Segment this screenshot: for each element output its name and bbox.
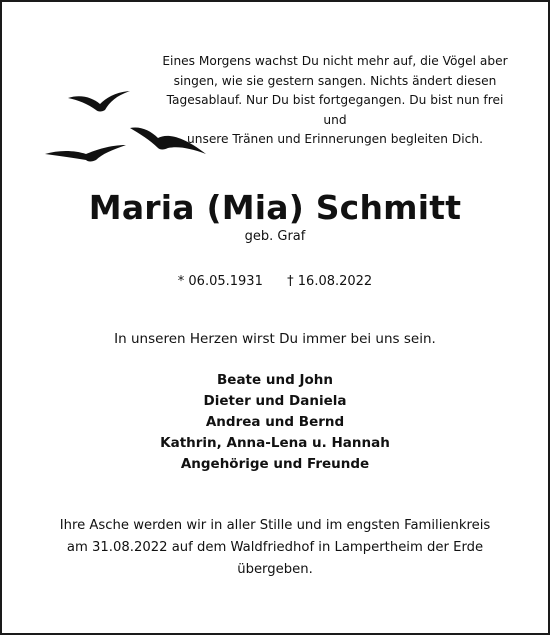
motto: In unseren Herzen wirst Du immer bei uns sein. bbox=[114, 331, 436, 347]
mourner-line: Beate und John bbox=[217, 372, 333, 388]
mourners-list bbox=[0, 370, 550, 475]
mourner-line: Dieter und Daniela bbox=[203, 393, 347, 409]
birth-name: geb. Graf bbox=[244, 229, 306, 244]
mourner-line: Kathrin, Anna-Lena u. Hannah bbox=[160, 435, 390, 451]
poem-line: Eines Morgens wachst Du nicht mehr auf, die Vögel aber bbox=[162, 54, 508, 68]
flying-birds-icon bbox=[40, 88, 215, 168]
closing-line: am 31.08.2022 auf dem Waldfriedhof in Lampertheim der Erde bbox=[66, 540, 484, 555]
birth-date: * 06.05.1931 bbox=[177, 274, 263, 289]
closing-line: Ihre Asche werden wir in aller Stille und im engsten Familienkreis bbox=[59, 518, 491, 533]
funeral-announcement bbox=[40, 515, 510, 581]
bird-icon bbox=[45, 145, 126, 162]
mourner-line: Angehörige und Freunde bbox=[180, 456, 370, 472]
bird-icon bbox=[130, 127, 206, 154]
life-dates bbox=[0, 274, 550, 289]
poem-line: Tagesablauf. Nur Du bist fortgegangen. Du bist nun frei und bbox=[166, 93, 504, 127]
death-date: † 16.08.2022 bbox=[287, 274, 373, 289]
mourner-line: Andrea und Bernd bbox=[205, 414, 345, 430]
deceased-name: Maria (Mia) Schmitt bbox=[88, 188, 462, 227]
poem-line: unsere Tränen und Erinnerungen begleiten Dich. bbox=[187, 132, 483, 146]
poem-line: singen, wie sie gestern sangen. Nichts ändert diesen bbox=[173, 73, 497, 88]
bird-icon bbox=[68, 91, 130, 112]
closing-line: übergeben. bbox=[237, 562, 313, 577]
